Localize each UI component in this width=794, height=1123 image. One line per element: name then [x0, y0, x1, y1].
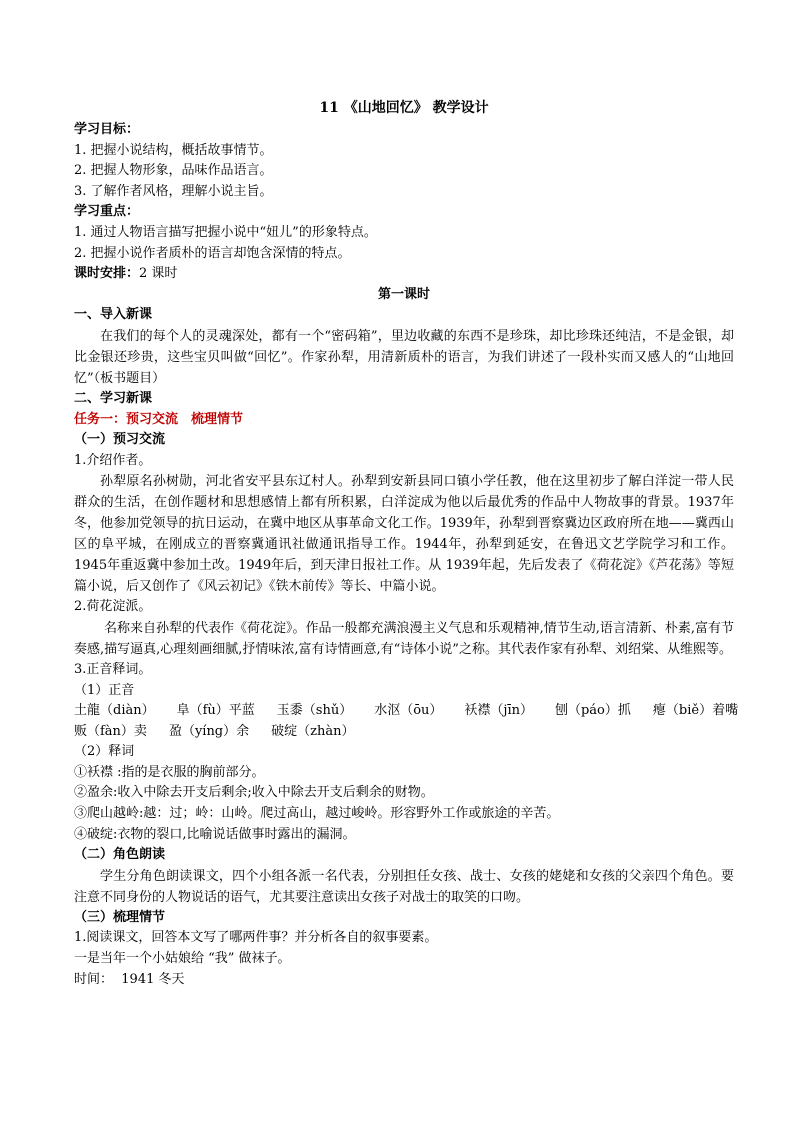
time-value: 1941 冬天: [121, 971, 185, 987]
pron-entry: 水沤（ōu）: [374, 703, 443, 719]
sub2-paragraph: 学生分角色朗读课文，四个小组各派一名代表，分别担任女孩、战士、女孩的姥姥和女孩的父亲四个角色。要注意不同身份的人物说话的语气，尤其要注意读出女孩子对战士的取笑的口吻。: [74, 868, 734, 905]
pron-entry: 贩（fàn）卖: [74, 723, 147, 739]
task1-heading: 任务一：预习交流 梳理情节: [74, 411, 244, 427]
pron-entry: 阜（fù）平蓝: [176, 703, 255, 719]
pron-entry: 瘪（biě）着嘴: [652, 703, 739, 719]
sub2-heading: （二）角色朗读: [74, 847, 166, 863]
definition-item: ①袄襟 :指的是衣服的胸前部分。: [74, 764, 265, 780]
sub1-heading: （一）预习交流: [74, 432, 166, 448]
pron-entry: 破绽（zhàn）: [271, 723, 355, 739]
pron-entry: 玉黍（shǔ）: [276, 703, 353, 719]
focus-item: 1. 通过人物语言描写把握小说中“妞儿”的形象特点。: [74, 224, 377, 240]
item1-paragraph: 孙犁原名孙树勋，河北省安平县东辽村人。孙犁到安新县同口镇小学任教，他在这里初步了解白洋淀一带人民群众的生活，在创作题材和思想感情上都有所积累，白洋淀成为他以后最优秀的作品中人物故事的背景。1937年冬，他参加党领导的抗日运动，在冀中地区从事革命文化工作。1939年，孙犁到晋察冀边区政府所在地——冀西山区的阜平城，在刚成立的晋察冀通讯社做通讯指导工作。1944年，孙犁到延安，在鲁迅文艺学院学习和工作。1945年重返冀中参加土改。1949年后，到天津日报社工作。从 1939年起，先后发表了《荷花淀》《芦花荡》等短篇小说，后又创作了《风云初记》《铁木前传》等长、中篇小说。: [74, 474, 734, 595]
goal-item: 1. 把握小说结构，概括故事情节。: [74, 142, 273, 158]
def-heading: （2）释词: [74, 744, 135, 760]
pron-row: [74, 722, 734, 743]
goals-heading: 学习目标：: [74, 122, 140, 137]
definition-item: ④破绽:衣物的裂口,比喻说话做事时露出的漏洞。: [74, 826, 356, 842]
schedule-value: 2 课时: [139, 266, 178, 282]
pron-heading: （1）正音: [74, 682, 135, 698]
pron-entry: 土龍（diàn）: [74, 703, 155, 719]
pron-entry: 盈（yíng）余: [168, 723, 250, 739]
pron-entry: 袄襟（jīn）: [464, 703, 533, 719]
page-title: 11 《山地回忆》 教学设计: [319, 100, 489, 116]
focus-heading: 学习重点：: [74, 204, 140, 220]
definition-item: ②盈余:收入中除去开支后剩余;收入中除去开支后剩余的财物。: [74, 785, 434, 801]
section1-heading: 一、导入新课: [74, 307, 153, 323]
goal-item: 3. 了解作者风格，理解小说主旨。: [74, 183, 273, 199]
schedule-line: [74, 264, 734, 285]
sub3-event: 一是当年一个小姑娘给 “我” 做袜子。: [74, 951, 291, 967]
section2-heading: 二、学习新课: [74, 390, 153, 406]
pron-row: [74, 701, 739, 722]
pron-entry: 刨（páo）抓: [554, 703, 631, 719]
item3-heading: 3.正音释词。: [74, 661, 152, 677]
definition-item: ③爬山越岭:越：过；岭：山岭。爬过高山，越过峻岭。形容野外工作或旅途的辛苦。: [74, 806, 560, 822]
time-label: 时间：: [74, 971, 114, 987]
schedule-label: 课时安排：: [74, 266, 140, 282]
sub3-question: 1.阅读课文，回答本文写了哪两件事？并分析各自的叙事要素。: [74, 930, 438, 946]
goal-item: 2. 把握人物形象，品味作品语言。: [74, 163, 273, 179]
item1-heading: 1.介绍作者。: [74, 452, 152, 468]
lesson-heading: 第一课时: [377, 286, 430, 302]
sub3-heading: （三）梳理情节: [74, 909, 166, 925]
focus-item: 2. 把握小说作者质朴的语言却饱含深情的特点。: [74, 245, 351, 261]
section1-paragraph: 在我们的每个人的灵魂深处，都有一个“密码箱”，里边收藏的东西不是珍珠，却比珍珠还纯洁，不是金银，却比金银还珍贵，这些宝贝叫做“回忆”。作家孙犁，用清新质朴的语言，为我们讲述了一段朴实而又感人的“山地回忆”（板书题目）: [74, 328, 734, 386]
document-page: [74, 96, 739, 990]
item2-heading: 2.荷花淀派。: [74, 599, 152, 615]
item2-paragraph: 名称来自孙犁的代表作《荷花淀》。作品一般都充满浪漫主义气息和乐观精神,情节生动,语言清新、朴素,富有节奏感,描写逼真,心理刻画细腻,抒情味浓,富有诗情画意,有“诗体小说”之称。其代表作家有孙犁、刘绍棠、从维熙等。: [74, 620, 734, 657]
time-line: [74, 970, 734, 991]
